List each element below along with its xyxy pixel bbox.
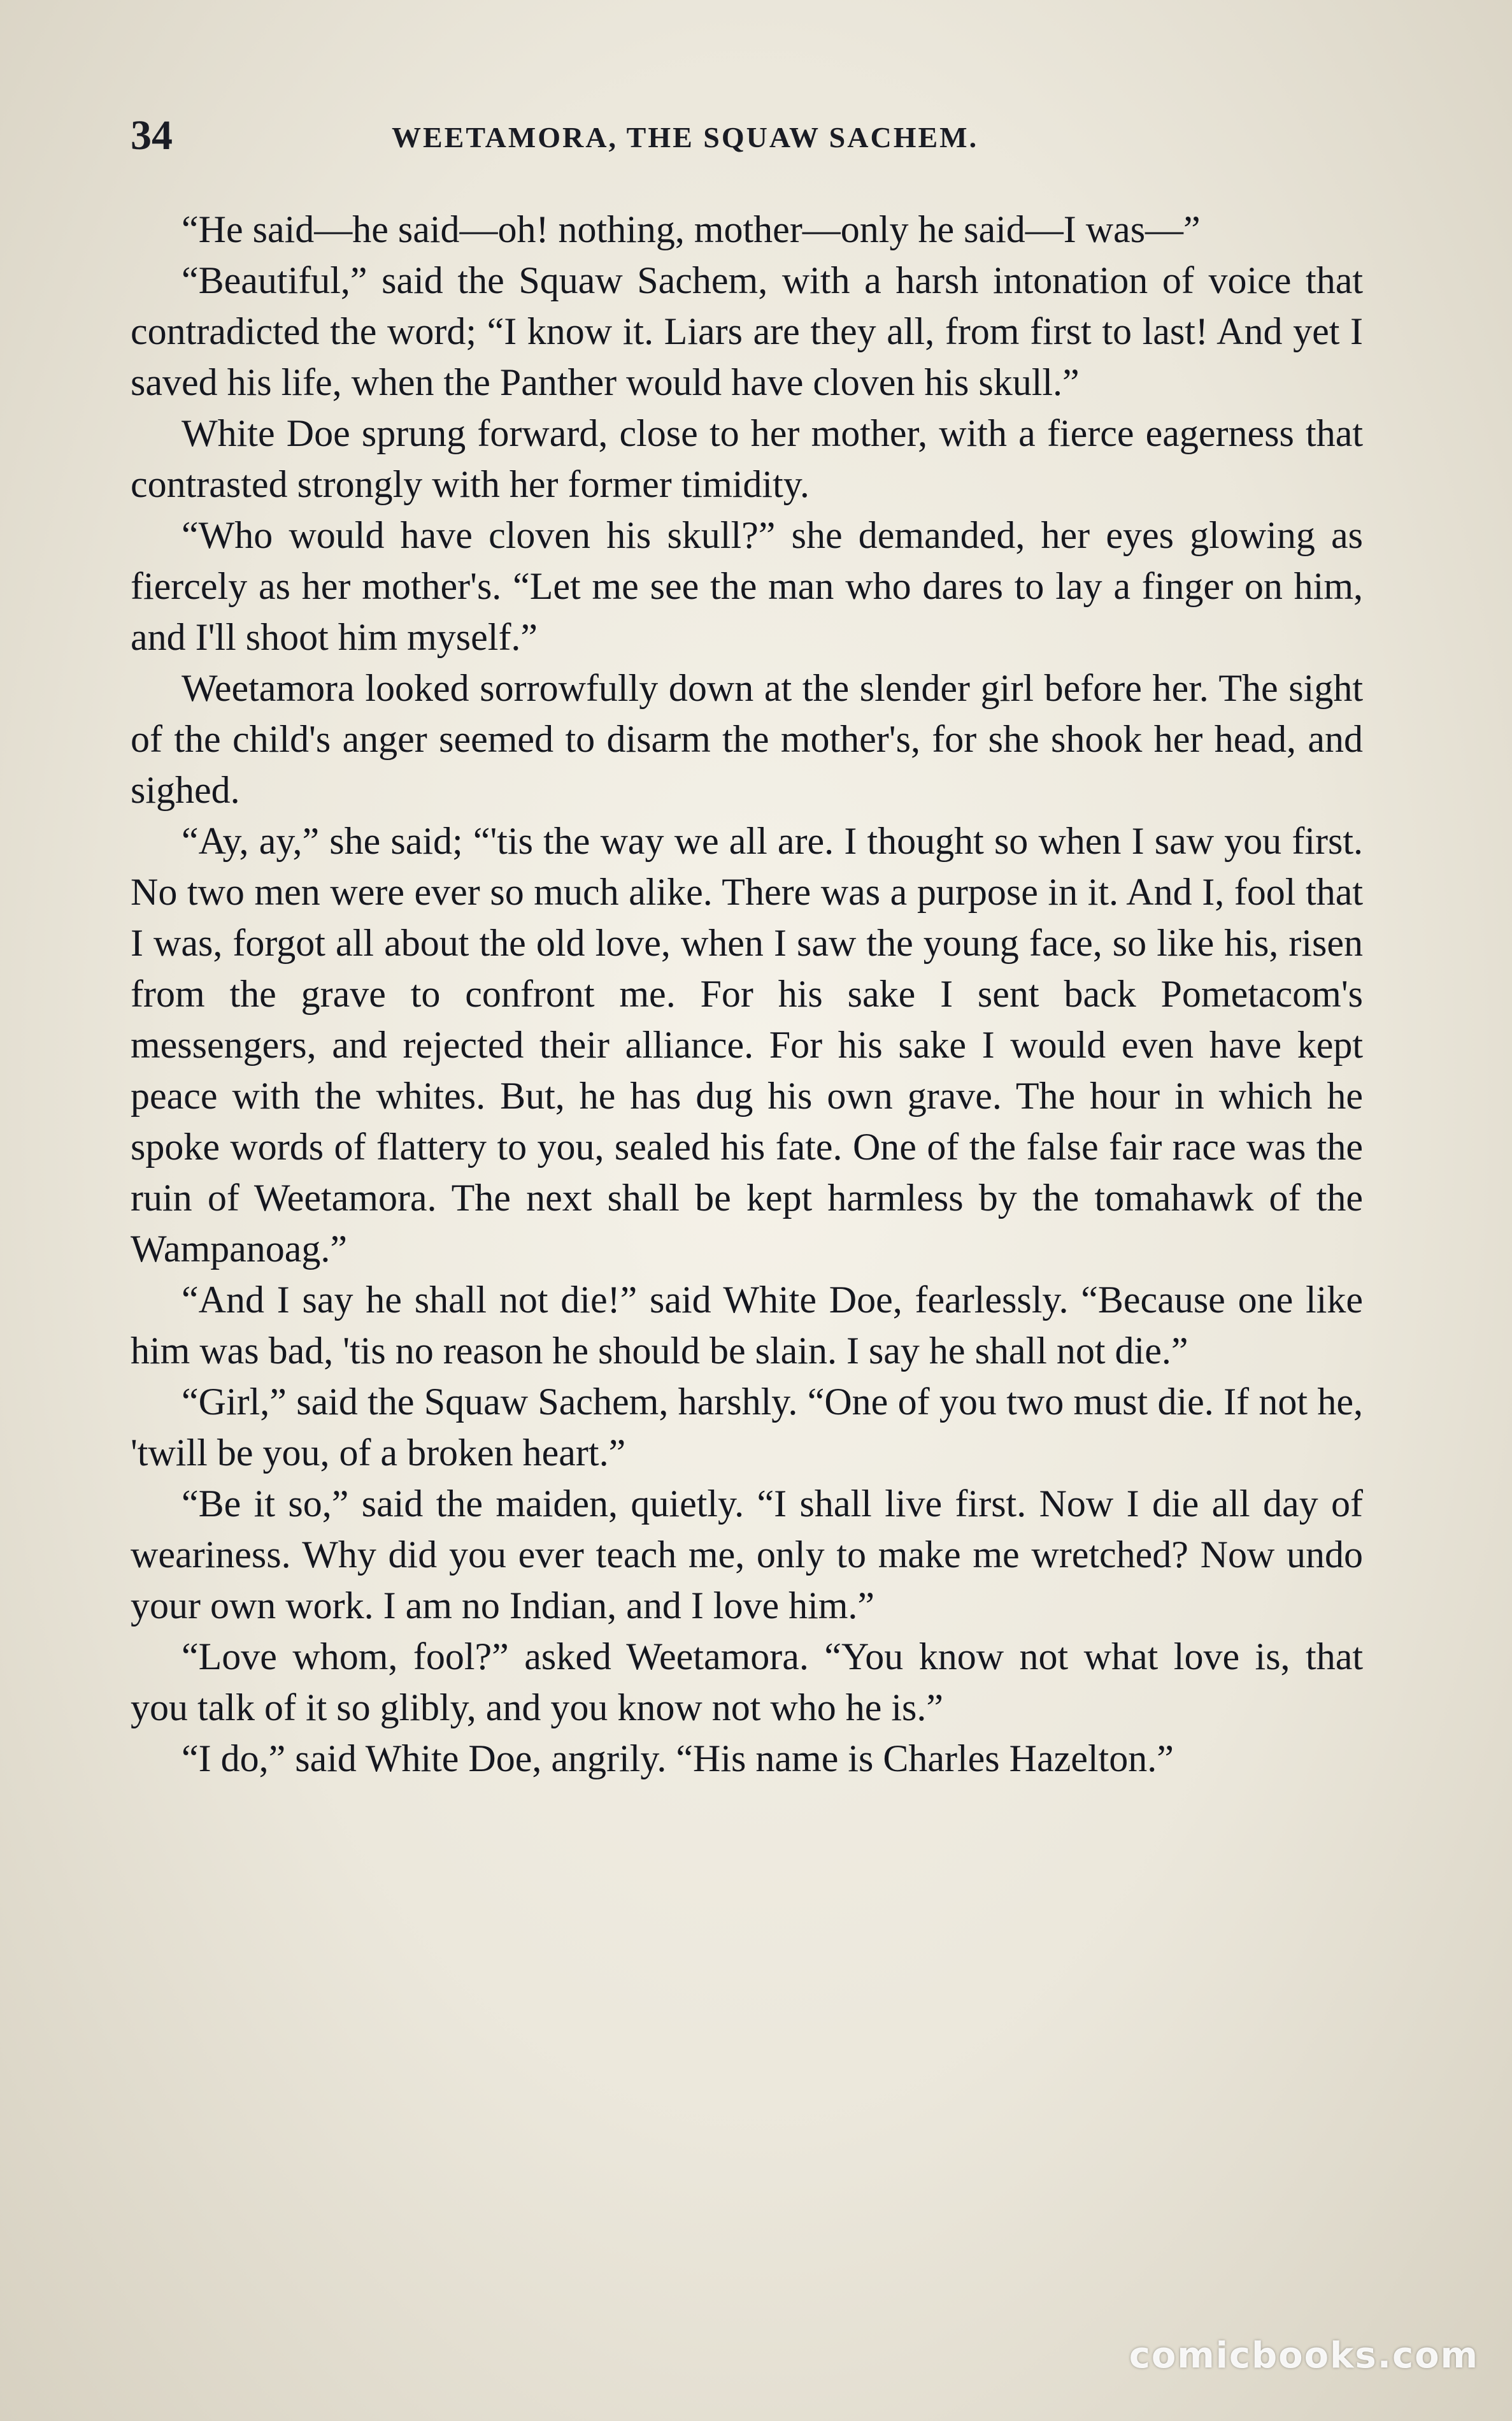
paragraph: Weetamora looked sorrowfully down at the slender girl before her. The sight of the child's anger seemed to disarm the mother's, for she shook her head, and sighed.	[131, 667, 1363, 811]
paragraph: “He said—he said—oh! nothing, mother—only he said—I was—”	[182, 208, 1201, 250]
paragraph: White Doe sprung forward, close to her mother, with a fierce eagerness that contrasted strongly with her former timidity.	[131, 412, 1363, 505]
paragraph: “Girl,” said the Squaw Sachem, harshly. “One of you two must die. If not he, 'twill be you, of a broken heart.”	[131, 1381, 1363, 1474]
paragraph: “Be it so,” said the maiden, quietly. “I shall live first. Now I die all day of weariness. Why did you ever teach me, only to make me wretched? Now undo your own work. I am no Indian, and I love him.”	[131, 1483, 1363, 1627]
paragraph: “I do,” said White Doe, angrily. “His name is Charles Hazelton.”	[182, 1737, 1174, 1779]
paragraph: “And I say he shall not die!” said White Doe, fearlessly. “Because one like him was bad, 'tis no reason he should be slain. I say he shall not die.”	[131, 1279, 1363, 1372]
paragraph: “Beautiful,” said the Squaw Sachem, with a harsh intonation of voice that contradicted the word; “I know it. Liars are they all, from first to last! And yet I saved his life, when the Panther would have cloven his skull.”	[131, 259, 1363, 403]
paragraph: “Who would have cloven his skull?” she demanded, her eyes glowing as fiercely as her mother's. “Let me see the man who dares to lay a finger on him, and I'll shoot him myself.”	[131, 514, 1363, 658]
paragraph: “Love whom, fool?” asked Weetamora. “You know not what love is, that you talk of it so glibly, and you know not who he is.”	[131, 1635, 1363, 1728]
page-header	[131, 111, 1366, 162]
watermark: comicbooks.com	[1129, 2335, 1479, 2376]
body-text	[131, 204, 1363, 2268]
paragraph: “Ay, ay,” she said; “'tis the way we all are. I thought so when I saw you first. No two men were ever so much alike. There was a purpose in it. And I, fool that I was, forgot all about the old love, when I saw the young face, so like his, risen from the grave to confront me. For his sake I sent back Pometacom's messengers, and rejected their alliance. For his sake I would even have kept peace with the whites. But, he has dug his own grave. The hour in which he spoke words of flattery to you, sealed his fate. One of the false fair race was the ruin of Weetamora. The next shall be kept harmless by the tomahawk of the Wampanoag.”	[131, 820, 1363, 1270]
running-head: WEETAMORA, THE SQUAW SACHEM.	[392, 121, 979, 154]
page-number: 34	[131, 112, 173, 159]
